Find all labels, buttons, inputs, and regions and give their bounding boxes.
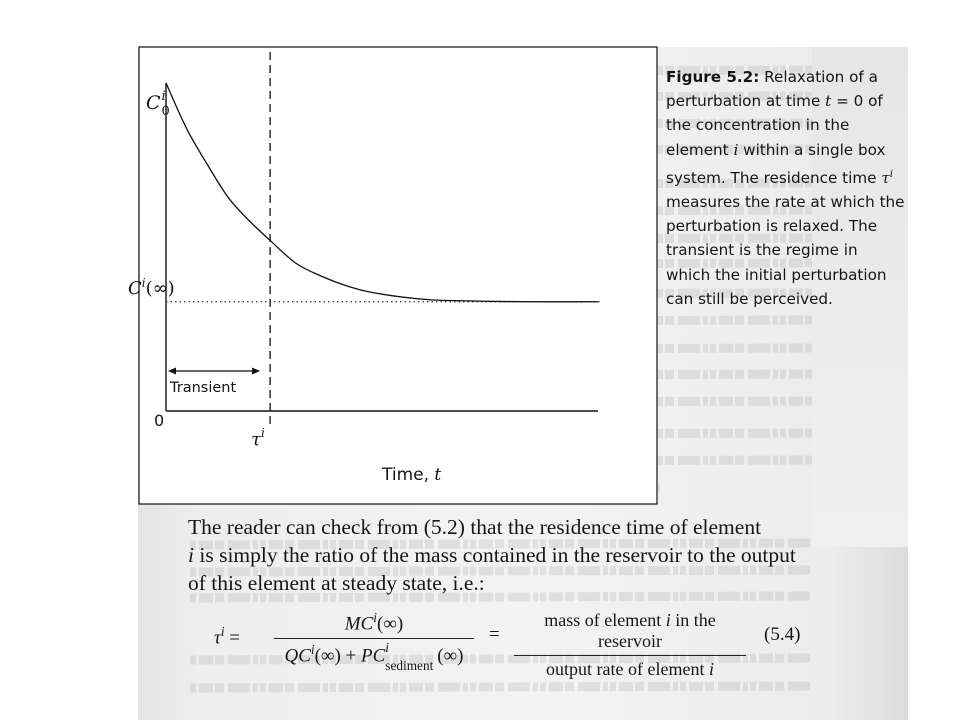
fraction-1-denominator: $QC^i(\infty)$ + PC i sediment (∞) — [274, 638, 474, 667]
body-line-3: of this element at steady state, i.e.: — [188, 571, 485, 595]
body-line-1: The reader can check from (5.2) that the residence time of element — [188, 515, 762, 539]
equation-equals-2: = — [489, 624, 500, 645]
steady-state-concentration-label: $C^i(\infty)$ — [128, 276, 175, 299]
transient-label: Transient — [170, 380, 237, 396]
equation-fraction-2 — [514, 610, 746, 680]
residence-time-label: $\tau^i$ — [251, 426, 265, 450]
origin-label: 0 — [154, 411, 165, 430]
fraction-1-numerator: $MC^i(\infty)$ — [344, 610, 404, 635]
figure-number: Figure 5.2: — [666, 68, 760, 86]
equation-fraction-1 — [274, 610, 474, 673]
body-line-2: i is simply the ratio of the mass contained in the reservoir to the output — [188, 543, 796, 567]
x-axis-label: Time, t — [382, 465, 442, 485]
fraction-2-denominator: output rate of element i — [514, 655, 746, 680]
fraction-2-numerator: mass of element i in the reservoir — [544, 610, 716, 651]
figure-caption: Figure 5.2: Relaxation of a perturbation at time t = 0 of the concentration in the element i within a single box system. The residence time $\tau^i$ measures the rate at which the perturbation is relaxed. The transient is the regime in which the initial perturbation can still be perceived. — [666, 68, 905, 308]
body-paragraph — [188, 513, 808, 597]
equation-number: (5.4) — [764, 624, 801, 645]
initial-concentration-label: C i 0 — [146, 89, 170, 119]
chart-frame-fill — [139, 47, 657, 504]
equation-lhs: $\tau^i$ = — [214, 624, 240, 649]
